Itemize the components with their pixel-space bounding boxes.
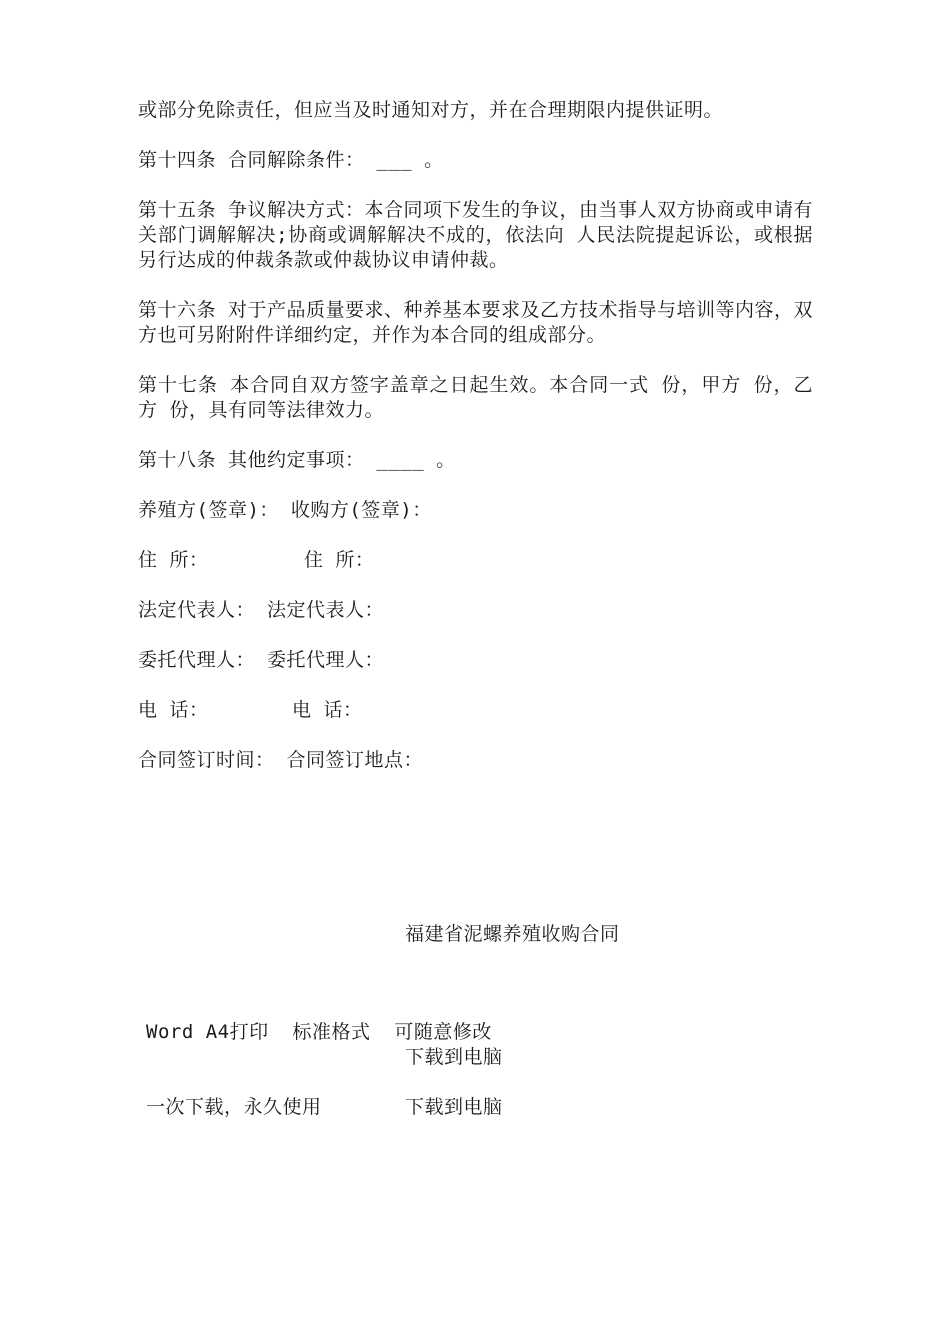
- clause-18: 第十八条 其他约定事项： ____ 。: [138, 449, 456, 471]
- signature-agent-line: 委托代理人： 委托代理人：: [138, 649, 384, 671]
- promo-text: [146, 970, 492, 1170]
- signature-phone-line: 电 话： 电 话：: [138, 699, 363, 721]
- download-to-pc-link[interactable]: 下载到电脑: [405, 1046, 503, 1068]
- signature-address-line: 住 所： 住 所：: [138, 549, 375, 571]
- signature-date-place-line: 合同签订时间： 合同签订地点：: [138, 749, 423, 771]
- clause-14: 第十四条 合同解除条件： ___ 。: [138, 149, 444, 171]
- clause-17: 第十七条 本合同自双方签字盖章之日起生效。本合同一式 份，甲方 份，乙方 份，具有同等法律效力。: [138, 374, 813, 421]
- promo-line-usage: 一次下载，永久使用: [146, 1096, 322, 1118]
- contract-body: [138, 98, 813, 798]
- clause-continuation: 或部分免除责任，但应当及时通知对方，并在合理期限内提供证明。: [138, 99, 724, 121]
- promo-line-format: Word A4打印 标准格式 可随意修改: [146, 1021, 492, 1043]
- signature-seal-line: 养殖方(签章)： 收购方(签章)：: [138, 499, 432, 521]
- clause-15: 第十五条 争议解决方式：本合同项下发生的争议，由当事人双方协商或申请有关部门调解解决;协商或调解解决不成的，依法向 人民法院提起诉讼，或根据另行达成的仲裁条款或仲裁协议申请仲裁。: [138, 199, 813, 271]
- clause-16: 第十六条 对于产品质量要求、种养基本要求及乙方技术指导与培训等内容，双方也可另附附件详细约定，并作为本合同的组成部分。: [138, 299, 813, 346]
- footer-document-title: 福建省泥螺养殖收购合同: [405, 923, 620, 945]
- signature-legal-rep-line: 法定代表人： 法定代表人：: [138, 599, 384, 621]
- download-to-pc-link-secondary[interactable]: 下载到电脑: [405, 1096, 503, 1118]
